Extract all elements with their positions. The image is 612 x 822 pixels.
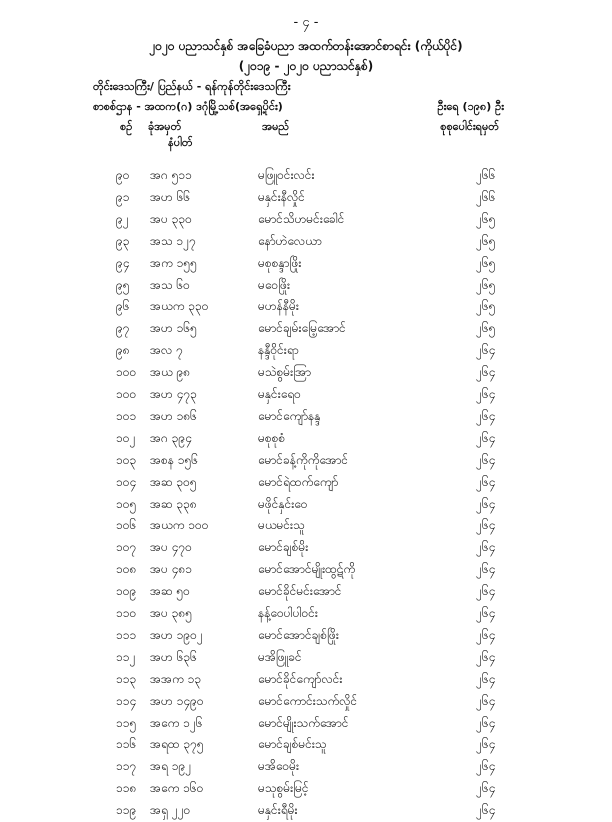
roll-number: အဟ ၆၃၆ — [150, 649, 197, 664]
list-item — [0, 669, 612, 691]
column-header-no: စဉ် — [120, 120, 133, 133]
total-marks: ၂၆၆ — [476, 168, 496, 182]
list-item — [0, 494, 612, 516]
total-marks: ၂၆၄ — [476, 671, 496, 686]
row-number: ၁၀၆ — [116, 518, 137, 533]
roll-number: အဟ ၄၇၃ — [150, 387, 197, 401]
list-item — [0, 253, 612, 275]
total-marks: ၂၆၄ — [476, 540, 496, 555]
row-number: ၁၁၇ — [116, 759, 137, 774]
total-marks: ၂၆၄ — [476, 693, 496, 708]
list-item — [0, 515, 612, 537]
list-item — [0, 581, 612, 603]
student-name: မသုစွမ်းမြင့် — [258, 781, 309, 796]
list-item — [0, 756, 612, 778]
student-name: နန့်ဝေပါပါဝင်း — [258, 606, 318, 620]
row-number: ၉၈ — [116, 343, 130, 358]
student-name: မောင်ချစ်မိုး — [258, 540, 309, 555]
student-name: မောင်သိဟမင်းခေါင် — [258, 211, 345, 226]
list-item — [0, 275, 612, 297]
row-number: ၁၀၁ — [116, 408, 137, 423]
student-name: မအိဝေမိုး — [258, 759, 300, 774]
row-number: ၁၁၈ — [116, 781, 137, 796]
student-name: နန္ဒီဝိုင်းရာ — [258, 343, 299, 358]
student-name: မောင်ကျော်နန္ဒ — [258, 408, 321, 423]
total-marks: ၂၆၄ — [476, 737, 496, 752]
row-number: ၁၀၇ — [116, 540, 137, 555]
student-name: နော်ဟဲလေယာ — [258, 233, 322, 248]
document-subtitle: (၂၀၁၉ - ၂၀၂၀ ပညာသင်နှစ်) — [238, 59, 374, 73]
list-item — [0, 340, 612, 362]
student-name: မောင်အောင်ချစ်ဖြိုး — [258, 627, 339, 642]
row-number: ၁၀၀ — [116, 387, 137, 401]
total-marks: ၂၆၄ — [476, 496, 496, 511]
row-number: ၁၀၂ — [116, 430, 136, 445]
roll-number: အယက ၁၀၀ — [150, 518, 209, 533]
list-item — [0, 713, 612, 735]
roll-number: အယ ၉၈ — [150, 365, 191, 380]
roll-number: အဟ ၆၆ — [150, 189, 191, 204]
row-number: ၁၁၃ — [116, 671, 137, 686]
total-marks: ၂၆၄ — [476, 518, 496, 533]
row-number: ၉၂ — [116, 211, 129, 226]
list-item — [0, 428, 612, 450]
row-number: ၁၁၉ — [116, 803, 137, 818]
row-number: ၉၆ — [116, 299, 130, 314]
roll-number: အစန ၁၅၆ — [150, 452, 199, 467]
roll-number: အသ ၁၂၇ — [150, 233, 196, 248]
roll-number: အပ ၄၇၀ — [150, 540, 192, 555]
student-name: မောင်မျိုးသက်အောင် — [258, 715, 349, 730]
column-header-roll: ခုံအမှတ် — [148, 120, 182, 133]
student-name: မောင်အောင်မျိုးထွဋ်ကို — [258, 562, 356, 577]
row-number: ၉၀ — [116, 168, 130, 182]
row-number: ၁၀၃ — [116, 452, 137, 467]
total-marks: ၂၆၄ — [476, 474, 496, 489]
student-name: မောင်ခိုင်ကျော်လင်း — [258, 671, 343, 686]
row-number: ၁၁၂ — [116, 649, 136, 664]
list-item — [0, 734, 612, 756]
total-marks: ၂၆၄ — [476, 408, 496, 423]
total-marks: ၂၆၄ — [476, 562, 496, 577]
row-number: ၁၀၉ — [116, 584, 137, 599]
row-number: ၁၀၈ — [116, 562, 137, 577]
total-marks: ၂၆၄ — [476, 343, 496, 358]
total-marks: ၂၆၅ — [476, 321, 496, 336]
row-number: ၁၀၀ — [116, 365, 137, 380]
total-marks: ၂၆၅ — [476, 211, 496, 226]
list-item — [0, 537, 612, 559]
student-name: မောင်ကောင်းသက်လှိုင် — [258, 693, 358, 708]
roll-number: အကေ ၁၂၆ — [150, 715, 203, 730]
list-item — [0, 296, 612, 318]
list-item — [0, 165, 612, 187]
total-marks: ၂၆၄ — [476, 759, 496, 774]
total-marks: ၂၆၅ — [476, 255, 496, 270]
list-item — [0, 406, 612, 428]
row-number: ၁၁၅ — [116, 715, 137, 730]
total-marks: ၂၆၄ — [476, 715, 496, 730]
list-item — [0, 384, 612, 406]
roll-number: အဂ ၃၉၄ — [150, 430, 192, 445]
student-name: မဖိုင်နှင်းဝေ — [258, 496, 308, 511]
roll-number: အရထ ၃၇၅ — [150, 737, 204, 752]
list-item — [0, 559, 612, 581]
total-marks: ၂၆၄ — [476, 606, 496, 620]
student-name: မအိဖြူခင် — [258, 649, 302, 664]
student-name: မောင်ခန့်ကိုကိုအောင် — [258, 452, 349, 467]
roll-number: အပ ၃၈၅ — [150, 606, 193, 620]
list-item — [0, 187, 612, 209]
row-number: ၉၅ — [116, 277, 130, 292]
list-item — [0, 362, 612, 384]
roll-number: အဟ ၁၈၆ — [150, 408, 197, 423]
roll-number: အပ ၄၈၁ — [150, 562, 193, 577]
row-number: ၉၃ — [116, 233, 130, 248]
total-marks: ၂၆၄ — [476, 430, 496, 445]
roll-number: အဂ ၅၁၁ — [150, 168, 192, 182]
total-marks: ၂၆၄ — [476, 365, 496, 380]
roll-number: အပ ၃၃၀ — [150, 211, 192, 226]
student-name: မောင်ချမ်းမြေ့အောင် — [258, 321, 346, 336]
total-marks: ၂၆၆ — [476, 189, 496, 204]
roll-number: အသ ၆၀ — [150, 277, 190, 292]
total-marks: ၂၆၄ — [476, 387, 496, 401]
student-name: မယမင်းသူ — [258, 518, 305, 533]
student-name: မသဲစွမ်းအြာ — [258, 365, 312, 380]
list-item — [0, 691, 612, 713]
list-item — [0, 231, 612, 253]
column-header-name: အမည် — [262, 120, 290, 133]
roll-number: အရ ၁၉၂ — [150, 759, 192, 774]
roll-number: အဟ ၁၉၀၂ — [150, 627, 203, 642]
row-number: ၉၄ — [116, 255, 130, 270]
roll-number: အဆ ၅၀ — [150, 584, 190, 599]
student-name: မဝေဖြိုး — [258, 277, 291, 292]
roll-number: အလ ၇ — [150, 343, 183, 358]
roll-number: အက ၁၅၅ — [150, 255, 197, 270]
student-name: မနှင်းနီလှိုင် — [258, 189, 305, 204]
roll-number: အဟ ၁၄၉၀ — [150, 693, 204, 708]
total-marks: ၂၆၄ — [476, 452, 496, 467]
total-count-label: ဦးရေ (၁၉၈) ဦး — [437, 100, 504, 113]
student-name: မနှင်းရီမိုး — [258, 803, 298, 818]
list-item — [0, 450, 612, 472]
row-number: ၁၁၁ — [116, 627, 137, 642]
total-marks: ၂၆၄ — [476, 803, 496, 818]
total-marks: ၂၆၄ — [476, 627, 496, 642]
exam-center-label: စာစစ်ဌာန - အထက(ဂ) ဒဂုံမြို့သစ်(အရှေ့ပိုင်း) — [93, 100, 283, 113]
total-marks: ၂၆၄ — [476, 584, 496, 599]
row-number: ၁၀၅ — [116, 496, 137, 511]
column-header-marks: စုစုပေါင်းရမှတ် — [440, 120, 499, 133]
student-name: မောင်ရဲထက်ကျော် — [258, 474, 339, 489]
student-name: မဟန်နီမိုး — [258, 299, 299, 314]
row-number: ၁၁၀ — [116, 606, 137, 620]
roll-number: အဆ ၃၃၈ — [150, 496, 197, 511]
list-item — [0, 778, 612, 800]
list-item — [0, 209, 612, 231]
total-marks: ၂၆၄ — [476, 649, 496, 664]
student-name: မနှင်းရေဝ — [258, 387, 301, 401]
student-name: မောင်ချစ်မင်းသူ — [258, 737, 327, 752]
roll-number: အရှ ၂၂၀ — [150, 803, 191, 818]
row-number: ၁၀၄ — [116, 474, 137, 489]
region-label: တိုင်းဒေသကြီး/ ပြည်နယ် - ရန်ကုန်တိုင်းဒေသကြီး — [93, 80, 291, 93]
student-name: မဖြူဝင်းလင်း — [258, 168, 315, 182]
student-name: မောင်ခိုင်မင်းအောင် — [258, 584, 342, 599]
total-marks: ၂၆၅ — [476, 299, 496, 314]
student-name: မစုစန္ဒာဖြိုး — [258, 255, 302, 270]
row-number: ၁၁၄ — [116, 693, 137, 708]
total-marks: ၂၆၅ — [476, 233, 496, 248]
list-item — [0, 318, 612, 340]
total-marks: ၂၆၅ — [476, 277, 496, 292]
document-title: ၂၀၂၀ ပညာသင်နှစ် အခြေခံပညာ အထက်တန်းအောင်စာရင်း (ကိုယ်ပိုင်) — [149, 39, 463, 53]
list-item — [0, 647, 612, 669]
roll-number: အယက ၃၃၀ — [150, 299, 209, 314]
roll-number: အဆ ၃၀၅ — [150, 474, 197, 489]
page-number: - ၄ - — [293, 15, 319, 30]
list-item — [0, 603, 612, 625]
student-name: မစုစုစံ — [258, 430, 286, 445]
row-number: ၁၁၆ — [116, 737, 137, 752]
roll-number: အအက ၁၃ — [150, 671, 202, 686]
roll-number: အဟ ၁၆၅ — [150, 321, 197, 336]
roll-number: အကေ ၁၆၀ — [150, 781, 204, 796]
column-header-roll-sub: နံပါတ် — [168, 136, 193, 149]
total-marks: ၂၆၄ — [476, 781, 496, 796]
row-number: ၉၇ — [116, 321, 130, 336]
list-item — [0, 472, 612, 494]
row-number: ၉၁ — [116, 189, 130, 204]
list-item — [0, 625, 612, 647]
list-item — [0, 800, 612, 822]
